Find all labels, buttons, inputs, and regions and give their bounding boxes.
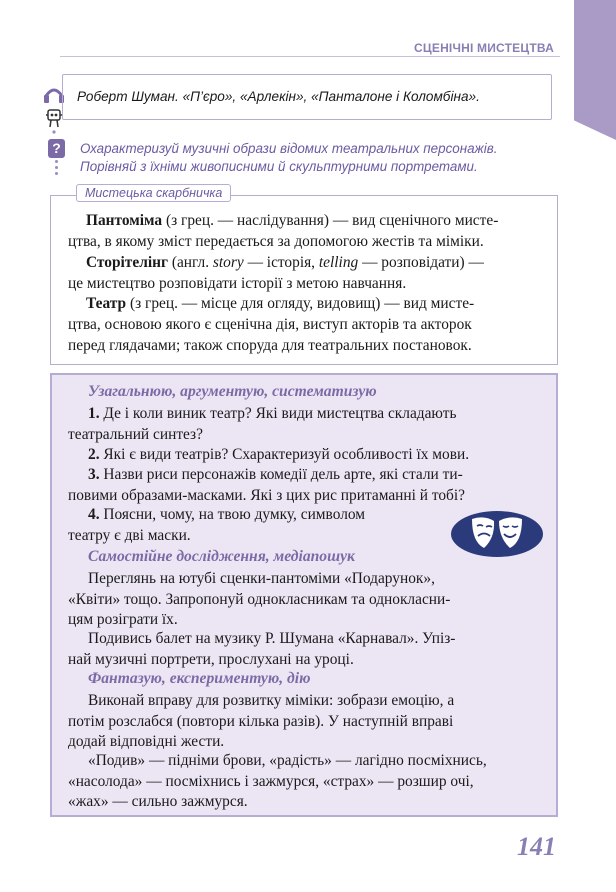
question-4: 4. Поясни, чому, на твою думку, символом театру є дві маски. xyxy=(68,506,366,544)
question-mark-icon: ? xyxy=(48,139,65,158)
term-theatre: Театр xyxy=(86,295,127,312)
treasury-label: Мистецька скарбничка xyxy=(76,184,231,202)
heading-research: Самостійне дослідження, медіапошук xyxy=(88,548,355,565)
research-paragraph-1: Переглянь на ютубі сценки-пантоміми «Подарунок», «Квіти» тощо. Запропонуй однокласникам та однокласни- цям розіграти їх. xyxy=(68,570,451,628)
task-text: Охарактеризуй музичні образи відомих театральних персонажів. Порівняй з їхніми живописними й скульптурними портретами. xyxy=(80,141,498,174)
page-number: 141 xyxy=(517,832,556,861)
dots-decoration xyxy=(55,160,59,180)
corner-tab xyxy=(574,0,616,140)
listening-box xyxy=(62,74,552,120)
theatre-masks-icon xyxy=(450,510,544,558)
question-3: 3. Назви риси персонажів комедії дель арте, які стали ти- повими образами-масками. Які з цих рис притаманні й тобі? xyxy=(68,466,465,504)
fantasy-paragraph-1: Виконай вправу для розвитку міміки: зобрази емоцію, а потім розслабся (повтори кілька разів). У наступній вправі додай відповідні жести. xyxy=(68,692,455,750)
fantasy-paragraph-2: «Подив» — підніми брови, «радість» — лагідно посміхнись, «насолода» — посміхнись і зажмурся, «страх» — розшир очі, «жах» — сильно зажмурся. xyxy=(68,752,487,810)
page-header xyxy=(60,34,560,57)
heading-generalize: Узагальнюю, аргументую, систематизую xyxy=(88,383,377,400)
definition-storytelling: Сторітелінг (англ. story — історія, telling — розповідати) — це мистецтво розповідати історії з метою навчання. xyxy=(68,254,484,292)
term-storytelling: Сторітелінг xyxy=(86,254,168,271)
section-title: СЦЕНІЧНІ МИСТЕЦТВА xyxy=(414,41,554,55)
definition-theatre: Театр (з грец. — місце для огляду, видовищ) — вид мисте- цтва, основою якого є сценічна дія, виступ акторів та акторок перед глядачами; також споруда для театральних постановок. xyxy=(68,295,475,354)
term-pantomime: Пантоміма xyxy=(86,212,163,229)
research-paragraph-2: Подивись балет на музику Р. Шумана «Карнавал». Упіз- най музичні портрети, прослухані на уроці. xyxy=(68,630,456,668)
listening-text: Роберт Шуман. «П’єро», «Арлекін», «Панталоне і Коломбіна». xyxy=(77,89,480,104)
heading-fantasy: Фантазую, експериментую, дію xyxy=(88,670,311,687)
definition-pantomime: Пантоміма (з грец. — наслідування) — вид сценічного мисте- цтва, в якому зміст передається за допомогою жестів та міміки. xyxy=(68,212,499,250)
question-1: 1. Де і коли виник театр? Які види мистецтва складають театральний синтез? xyxy=(68,405,457,443)
question-2: 2. Які є види театрів? Схарактеризуй особливості їх мови. xyxy=(88,446,470,463)
